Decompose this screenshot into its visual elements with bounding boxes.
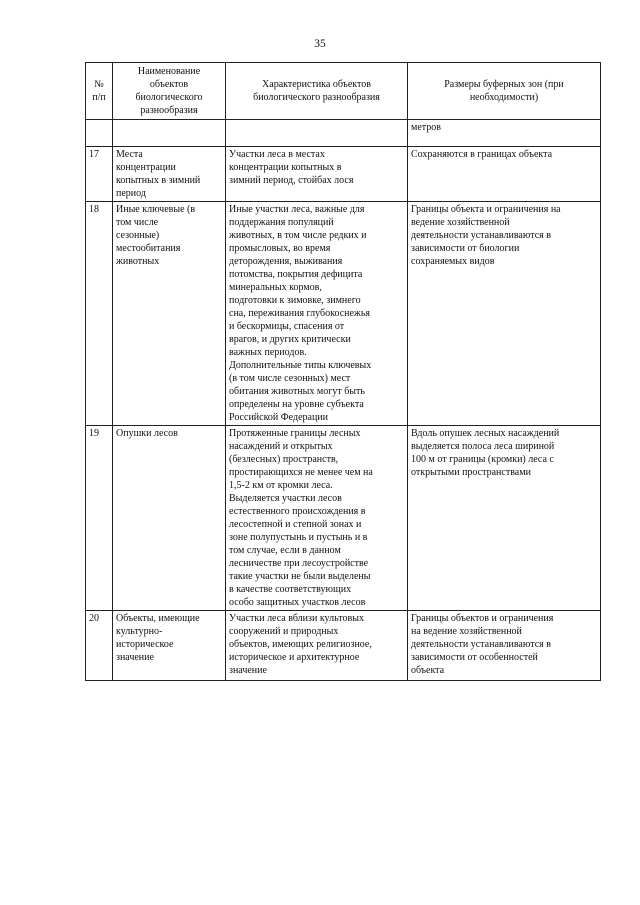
cell-name: Иные ключевые (в том числе сезонные) местообитания животных bbox=[113, 202, 226, 426]
cell-name: Объекты, имеющие культурно- историческое значение bbox=[113, 611, 226, 681]
cell-name bbox=[113, 120, 226, 147]
cell-buffer: Границы объекта и ограничения на ведение хозяйственной деятельности устанавливаются в зависимости от биологии сохраняемых видов bbox=[408, 202, 601, 426]
header-buffer-size: Размеры буферных зон (при необходимости) bbox=[408, 63, 601, 120]
cell-number: 19 bbox=[86, 426, 113, 611]
table-row bbox=[86, 202, 601, 426]
cell-name: Опушки лесов bbox=[113, 426, 226, 611]
cell-characteristic: Протяженные границы лесных насаждений и открытых (безлесных) пространств, простирающихся не менее чем на 1,5-2 км от кромки леса. Выделяется участки лесов естественного происхождения в лесостепной и степной зонах и зоне полупустынь и пустынь и в том случае, если в данном лесничестве при лесоустройстве такие участки не были выделены в качестве соответствующих особо защитных участков лесов bbox=[226, 426, 408, 611]
cell-characteristic: Иные участки леса, важные для поддержания популяций животных, в том числе редких и промысловых, во время деторождения, выживания потомства, покрытия дефицита минеральных кормов, подготовки к зимовке, зимнего сна, переживания глубокоснежья и бескормицы, спасения от врагов, и других критически важных периодов. Дополнительные типы ключевых (в том числе сезонных) мест обитания животных могут быть определены на уровне субъекта Российской Федерации bbox=[226, 202, 408, 426]
table-row bbox=[86, 426, 601, 611]
cell-buffer: Вдоль опушек лесных насаждений выделяется полоса леса шириной 100 м от границы (кромки) леса с открытыми пространствами bbox=[408, 426, 601, 611]
cell-characteristic: Участки леса в местах концентрации копытных в зимний период, стойбах лося bbox=[226, 147, 408, 202]
cell-name: Места концентрации копытных в зимний период bbox=[113, 147, 226, 202]
buffer-zones-table bbox=[85, 62, 601, 681]
header-object-name: Наименование объектов биологического разнообразия bbox=[113, 63, 226, 120]
table-row bbox=[86, 611, 601, 681]
cell-number: 18 bbox=[86, 202, 113, 426]
cell-number bbox=[86, 120, 113, 147]
page-number: 35 bbox=[314, 38, 326, 50]
cell-buffer: Сохраняются в границах объекта bbox=[408, 147, 601, 202]
cell-number: 17 bbox=[86, 147, 113, 202]
cell-buffer: метров bbox=[408, 120, 601, 147]
continuation-row bbox=[86, 120, 601, 147]
cell-buffer: Границы объектов и ограничения на ведение хозяйственной деятельности устанавливаются в зависимости от особенностей объекта bbox=[408, 611, 601, 681]
cell-number: 20 bbox=[86, 611, 113, 681]
table-row bbox=[86, 147, 601, 202]
header-characteristic: Характеристика объектов биологического разнообразия bbox=[226, 63, 408, 120]
cell-characteristic bbox=[226, 120, 408, 147]
table-header-row bbox=[86, 63, 601, 120]
cell-characteristic: Участки леса вблизи культовых сооружений и природных объектов, имеющих религиозное, историческое и архитектурное значение bbox=[226, 611, 408, 681]
header-number: № п/п bbox=[86, 63, 113, 120]
